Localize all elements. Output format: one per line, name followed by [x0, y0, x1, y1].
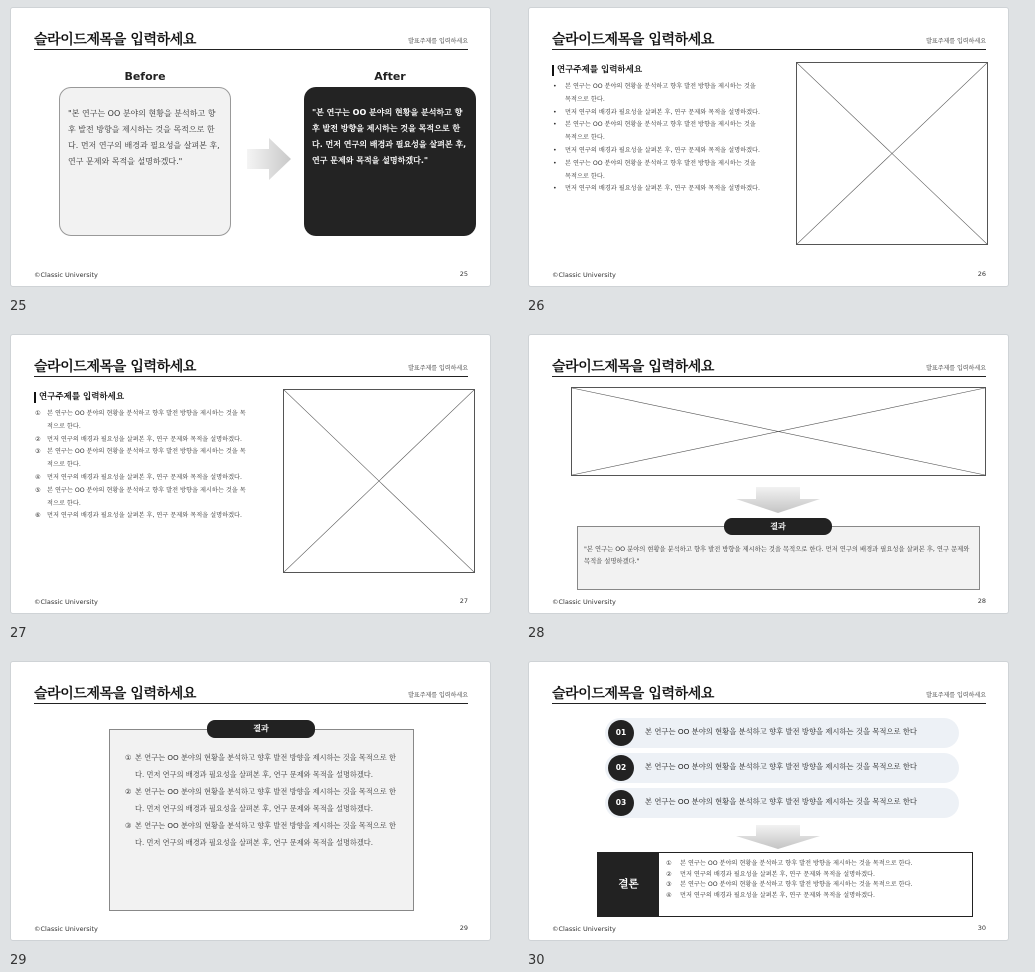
after-label: After [374, 70, 406, 83]
slide-canvas [10, 7, 491, 287]
list-item-text: 본 연구는 OO 분야의 현황을 분석하고 향후 발전 방향을 제시하는 것을 목적으로 한다. [565, 159, 756, 180]
title-divider [552, 49, 986, 50]
slide-page-number: 25 [459, 270, 468, 278]
list-item [125, 783, 401, 817]
list-item-text: 본 연구는 OO 분야의 현황을 분석하고 향후 발전 방향을 제시하는 것을 목적으로 한다. 먼저 연구의 배경과 필요성을 살펴본 후, 연구 문제와 목적을 설명하겠다. [135, 787, 396, 813]
numbered-list [35, 408, 247, 523]
list-item-text: 본 연구는 OO 분야의 현황을 분석하고 향후 발전 방향을 제시하는 것을 목적으로 한다. [565, 121, 756, 142]
list-item [553, 107, 763, 120]
list-item [553, 81, 763, 107]
result-label: 결과 [724, 518, 832, 535]
section-heading: 연구주제를 입력하세요 [552, 65, 642, 76]
slide-number-label: 26 [528, 299, 545, 314]
down-arrow-icon [736, 487, 820, 513]
slide-number-label: 25 [10, 299, 27, 314]
list-item-text: 먼저 연구의 배경과 필요성을 살펴본 후, 연구 문제와 목적을 설명하겠다. [680, 870, 875, 878]
slide-footer: ©Classic University [34, 598, 98, 606]
slide-canvas [10, 661, 491, 941]
bullet-marker: • [553, 185, 557, 193]
slide-subtitle: 발표주제를 입력하세요 [926, 692, 986, 699]
before-label: Before [124, 70, 166, 83]
conclusion-list [666, 859, 913, 901]
step-text: 본 연구는 OO 분야의 현황을 분석하고 향후 발전 방향을 제시하는 것을 목적으로 한다 [645, 762, 917, 771]
slide-title: 슬라이드제목을 입력하세요 [34, 686, 196, 702]
slide-page-number: 27 [459, 597, 468, 605]
slide-thumbnail-26[interactable] [528, 7, 1009, 313]
title-divider [34, 376, 468, 377]
list-item-text: 본 연구는 OO 분야의 현황을 분석하고 향후 발전 방향을 제시하는 것을 목적으로 한다. [680, 860, 913, 867]
step-number: 02 [608, 755, 634, 781]
conclusion-label: 결론 [598, 853, 659, 916]
image-placeholder [283, 389, 475, 573]
slide-title: 슬라이드제목을 입력하세요 [552, 359, 714, 375]
list-item [553, 145, 763, 158]
list-item-text: 본 연구는 OO 분야의 현황을 분석하고 향후 발전 방향을 제시하는 것을 목적으로 한다. [680, 881, 913, 888]
list-item [35, 408, 247, 434]
slide-footer: ©Classic University [34, 271, 98, 279]
before-textbox: "본 연구는 OO 분야의 현황을 분석하고 향후 발전 방향을 제시하는 것을 목적으로 한다. 먼저 연구의 배경과 필요성을 살펴본 후, 연구 문제와 목적을 설명하겠다." [59, 87, 231, 236]
list-item [553, 183, 763, 196]
number-marker: ② [35, 435, 41, 443]
list-item-text: 본 연구는 OO 분야의 현황을 분석하고 향후 발전 방향을 제시하는 것을 목적으로 한다. [47, 448, 246, 469]
list-item [553, 119, 763, 145]
list-item [35, 434, 247, 447]
list-item-text: 먼저 연구의 배경과 필요성을 살펴본 후, 연구 문제와 목적을 설명하겠다. [47, 435, 242, 443]
result-text: "본 연구는 OO 분야의 현황을 분석하고 향후 발전 방향을 제시하는 것을 목적으로 한다. 먼저 연구의 배경과 필요성을 살펴본 후, 연구 문제와 목적을 설명하겠다." [584, 546, 970, 565]
slide-footer: ©Classic University [552, 925, 616, 933]
bullet-marker: • [553, 121, 557, 129]
slide-footer: ©Classic University [34, 925, 98, 933]
bullet-list [553, 81, 763, 196]
list-item [35, 485, 247, 511]
section-heading: 연구주제를 입력하세요 [34, 392, 124, 403]
slide-subtitle: 발표주제를 입력하세요 [926, 365, 986, 372]
slide-title: 슬라이드제목을 입력하세요 [552, 686, 714, 702]
number-marker: ⑤ [35, 486, 41, 494]
slide-canvas [10, 334, 491, 614]
slide-thumbnail-28[interactable] [528, 334, 1009, 640]
image-placeholder [796, 62, 988, 245]
number-marker: ② [125, 787, 132, 796]
number-marker: ⑥ [35, 512, 41, 520]
slide-thumbnail-29[interactable] [10, 661, 491, 967]
bullet-marker: • [553, 146, 557, 154]
list-item [666, 891, 913, 902]
list-item [125, 817, 401, 851]
step-row [605, 788, 959, 818]
list-item-text: 먼저 연구의 배경과 필요성을 살펴본 후, 연구 문제와 목적을 설명하겠다. [680, 891, 875, 899]
list-item [35, 510, 247, 523]
slide-number-label: 30 [528, 953, 545, 968]
right-arrow-icon [247, 138, 291, 180]
list-item [553, 158, 763, 184]
slide-subtitle: 발표주제를 입력하세요 [408, 38, 468, 45]
step-number: 01 [608, 720, 634, 746]
step-text: 본 연구는 OO 분야의 현황을 분석하고 향후 발전 방향을 제시하는 것을 목적으로 한다 [645, 727, 917, 736]
list-item [35, 472, 247, 485]
number-marker: ③ [125, 821, 132, 830]
number-marker: ① [666, 860, 672, 867]
list-item-text: 본 연구는 OO 분야의 현황을 분석하고 향후 발전 방향을 제시하는 것을 목적으로 한다. [47, 410, 246, 430]
slide-subtitle: 발표주제를 입력하세요 [408, 692, 468, 699]
slide-number-label: 27 [10, 626, 27, 641]
number-marker: ② [666, 870, 672, 878]
image-placeholder [571, 387, 986, 476]
bullet-marker: • [553, 159, 557, 167]
title-divider [552, 376, 986, 377]
step-text: 본 연구는 OO 분야의 현황을 분석하고 향후 발전 방향을 제시하는 것을 목적으로 한다 [645, 797, 917, 806]
number-marker: ④ [35, 473, 41, 481]
list-item-text: 본 연구는 OO 분야의 현황을 분석하고 향후 발전 방향을 제시하는 것을 목적으로 한다. 먼저 연구의 배경과 필요성을 살펴본 후, 연구 문제와 목적을 설명하겠다. [135, 753, 396, 779]
list-item-text: 먼저 연구의 배경과 필요성을 살펴본 후, 연구 문제와 목적을 설명하겠다. [565, 185, 760, 193]
slide-title: 슬라이드제목을 입력하세요 [34, 359, 196, 375]
bullet-marker: • [553, 83, 557, 90]
list-item [35, 446, 247, 472]
list-item-text: 본 연구는 OO 분야의 현황을 분석하고 향후 발전 방향을 제시하는 것을 목적으로 한다. [565, 83, 756, 103]
result-label: 결과 [207, 720, 315, 738]
step-row [605, 753, 959, 783]
numbered-list [125, 749, 401, 851]
list-item-text: 본 연구는 OO 분야의 현황을 분석하고 향후 발전 방향을 제시하는 것을 목적으로 한다. [47, 486, 246, 507]
slide-footer: ©Classic University [552, 598, 616, 606]
list-item-text: 먼저 연구의 배경과 필요성을 살펴본 후, 연구 문제와 목적을 설명하겠다. [565, 108, 760, 116]
step-row [605, 718, 959, 748]
slide-thumbnail-27[interactable] [10, 334, 491, 640]
slide-canvas [528, 7, 1009, 287]
slide-subtitle: 발표주제를 입력하세요 [408, 365, 468, 372]
slide-title: 슬라이드제목을 입력하세요 [552, 32, 714, 48]
number-marker: ③ [666, 881, 672, 888]
step-number: 03 [608, 790, 634, 816]
list-item [666, 859, 913, 870]
title-divider [552, 703, 986, 704]
slide-number-label: 28 [528, 626, 545, 641]
list-item-text: 먼저 연구의 배경과 필요성을 살펴본 후, 연구 문제와 목적을 설명하겠다. [47, 512, 242, 520]
slide-page-number: 30 [977, 924, 986, 932]
slide-subtitle: 발표주제를 입력하세요 [926, 38, 986, 45]
conclusion-box [597, 852, 973, 917]
slide-footer: ©Classic University [552, 271, 616, 279]
list-item-text: 먼저 연구의 배경과 필요성을 살펴본 후, 연구 문제와 목적을 설명하겠다. [565, 146, 760, 154]
slide-canvas [528, 334, 1009, 614]
number-marker: ③ [35, 448, 41, 456]
placeholder-cross-icon [797, 63, 987, 244]
placeholder-cross-icon [284, 390, 474, 572]
list-item-text: 먼저 연구의 배경과 필요성을 살펴본 후, 연구 문제와 목적을 설명하겠다. [47, 473, 242, 481]
slide-canvas [528, 661, 1009, 941]
list-item [666, 870, 913, 881]
slide-thumbnail-25[interactable] [10, 7, 491, 313]
bullet-marker: • [553, 108, 557, 116]
slide-page-number: 28 [977, 597, 986, 605]
list-item [125, 749, 401, 783]
slide-page-number: 26 [977, 270, 986, 278]
title-divider [34, 703, 468, 704]
title-divider [34, 49, 468, 50]
slide-thumbnail-30[interactable] [528, 661, 1009, 967]
slide-number-label: 29 [10, 953, 27, 968]
list-item-text: 본 연구는 OO 분야의 현황을 분석하고 향후 발전 방향을 제시하는 것을 목적으로 한다. 먼저 연구의 배경과 필요성을 살펴본 후, 연구 문제와 목적을 설명하겠다. [135, 821, 396, 847]
slide-page-number: 29 [459, 924, 468, 932]
after-textbox: "본 연구는 OO 분야의 현황을 분석하고 향후 발전 방향을 제시하는 것을 목적으로 한다. 먼저 연구의 배경과 필요성을 살펴본 후, 연구 문제와 목적을 설명하겠다." [304, 87, 476, 236]
down-arrow-icon [736, 825, 820, 849]
number-marker: ④ [666, 891, 672, 899]
slide-title: 슬라이드제목을 입력하세요 [34, 32, 196, 48]
placeholder-cross-icon [572, 388, 985, 475]
number-marker: ① [125, 753, 132, 762]
list-item [666, 880, 913, 891]
number-marker: ① [35, 410, 41, 417]
